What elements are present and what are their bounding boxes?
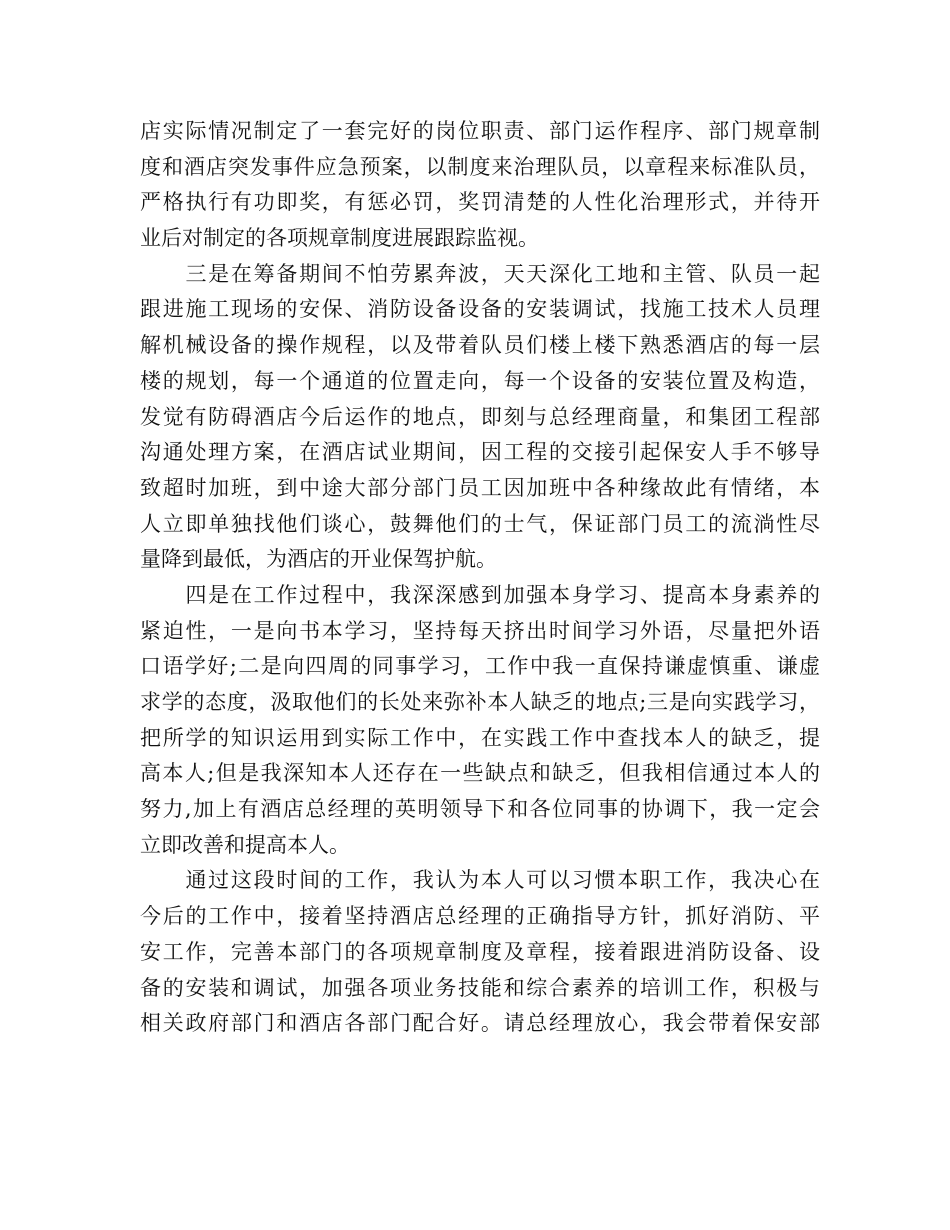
text-line: 跟进施工现场的安保、消防设备设备的安装调试，找施工技术人员理	[140, 297, 820, 322]
text-line: 高本人;但是我深知本人还存在一些缺点和缺乏，但我相信通过本人的	[140, 761, 820, 786]
text-line: 求学的态度，汲取他们的长处来弥补本人缺乏的地点;三是向实践学习，	[140, 690, 820, 714]
text-line: 楼的规划，每一个通道的位置走向，每一个设备的安装位置及构造，	[140, 368, 820, 393]
text-line: 备的安装和调试，加强各项业务技能和综合素养的培训工作，积极与	[140, 975, 820, 1000]
text-line: 店实际情况制定了一套完好的岗位职责、部门运作程序、部门规章制	[140, 119, 820, 143]
paragraph-end-line: 业后对制定的各项规章制度进展跟踪监视。	[140, 226, 539, 251]
paragraph-end-line: 立即改善和提高本人。	[140, 832, 350, 857]
text-line: 解机械设备的操作规程，以及带着队员们楼上楼下熟悉酒店的每一层	[140, 333, 820, 358]
paragraph-start-line: 通过这段时间的工作，我认为本人可以习惯本职工作，我决心在	[140, 868, 820, 893]
text-line: 今后的工作中，接着坚持酒店总经理的正确指导方针，抓好消防、平	[140, 904, 820, 929]
text-line: 相关政府部门和酒店各部门配合好。请总经理放心，我会带着保安部	[140, 1011, 820, 1036]
text-line: 沟通处理方案，在酒店试业期间，因工程的交接引起保安人手不够导	[140, 440, 820, 465]
text-line: 发觉有防碍酒店今后运作的地点，即刻与总经理商量，和集团工程部	[140, 404, 820, 429]
text-line: 紧迫性，一是向书本学习，坚持每天挤出时间学习外语，尽量把外语	[140, 618, 820, 643]
text-line: 人立即单独找他们谈心，鼓舞他们的士气，保证部门员工的流淌性尽	[140, 511, 820, 536]
body-text	[140, 114, 820, 1042]
text-line: 安工作，完善本部门的各项规章制度及章程，接着跟进消防设备、设	[140, 939, 820, 964]
text-line: 度和酒店突发事件应急预案，以制度来治理队员，以章程来标准队员，	[140, 154, 820, 179]
paragraph-start-line: 四是在工作过程中，我深深感到加强本身学习、提高本身素养的	[140, 582, 820, 607]
text-line: 努力,加上有酒店总经理的英明领导下和各位同事的协调下，我一定会	[140, 797, 820, 822]
paragraph-start-line: 三是在筹备期间不怕劳累奔波，天天深化工地和主管、队员一起	[140, 261, 820, 286]
paragraph-end-line: 量降到最低，为酒店的开业保驾护航。	[140, 547, 497, 572]
text-line: 口语学好;二是向四周的同事学习，工作中我一直保持谦虚慎重、谦虚	[140, 654, 820, 679]
text-line: 致超时加班，到中途大部分部门员工因加班中各种缘故此有情绪，本	[140, 475, 820, 500]
text-line: 把所学的知识运用到实际工作中，在实践工作中查找本人的缺乏，提	[140, 725, 820, 750]
text-line: 严格执行有功即奖，有惩必罚，奖罚清楚的人性化治理形式，并待开	[140, 190, 820, 215]
